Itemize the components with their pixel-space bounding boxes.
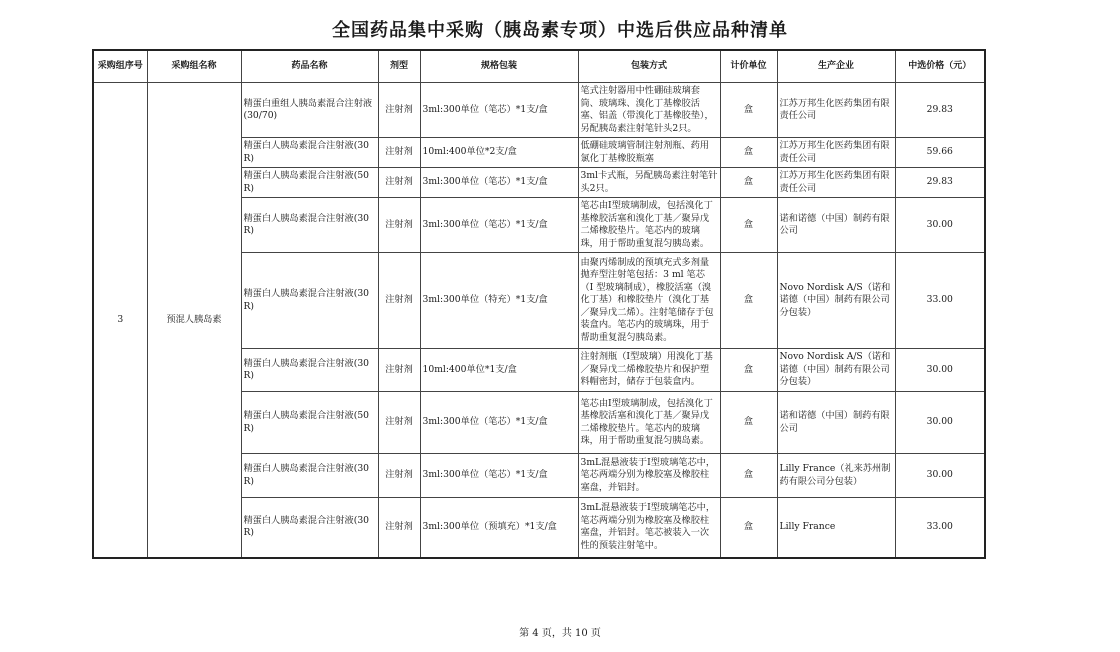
drug-name-cell: 精蛋白人胰岛素混合注射液(30R) bbox=[241, 454, 378, 498]
header-packaging: 包装方式 bbox=[578, 50, 720, 83]
unit-cell: 盒 bbox=[720, 253, 777, 349]
packaging-cell: 由聚丙烯制成的预填充式多剂量抛弃型注射笔包括：3 ml 笔芯（I 型玻璃制成），橡胶活塞（溴化丁基）和橡胶垫片（溴化丁基／聚异戊二烯）。注射笔储存于包装盒内。笔芯内的玻璃珠，用于帮助重复混匀胰岛素。 bbox=[578, 253, 720, 349]
spec-cell: 3ml:300单位（笔芯）*1支/盒 bbox=[420, 392, 578, 454]
price-cell: 29.83 bbox=[895, 168, 985, 198]
unit-cell: 盒 bbox=[720, 138, 777, 168]
packaging-cell: 笔芯由I型玻璃制成，包括溴化丁基橡胶活塞和溴化丁基／聚异戊二烯橡胶垫片。笔芯内的玻璃珠，用于帮助重复混匀胰岛素。 bbox=[578, 392, 720, 454]
price-cell: 30.00 bbox=[895, 454, 985, 498]
unit-cell: 盒 bbox=[720, 83, 777, 138]
packaging-cell: 注射剂瓶（I型玻璃）用溴化丁基／聚异戊二烯橡胶垫片和保护塑料帽密封，储存于包装盒内。 bbox=[578, 349, 720, 392]
drug-name-cell: 精蛋白人胰岛素混合注射液(30R) bbox=[241, 138, 378, 168]
dosage-form-cell: 注射剂 bbox=[378, 392, 420, 454]
unit-cell: 盒 bbox=[720, 198, 777, 253]
spec-cell: 10ml:400单位*2支/盒 bbox=[420, 138, 578, 168]
spec-cell: 3ml:300单位（特充）*1支/盒 bbox=[420, 253, 578, 349]
packaging-cell: 3mL混悬液装于I型玻璃笔芯中，笔芯两端分别为橡胶塞及橡胶柱塞盘，并铝封。 bbox=[578, 454, 720, 498]
table-row bbox=[93, 83, 985, 138]
dosage-form-cell: 注射剂 bbox=[378, 349, 420, 392]
packaging-cell: 3ml卡式瓶，另配胰岛素注射笔针头2只。 bbox=[578, 168, 720, 198]
header-dosage-form: 剂型 bbox=[378, 50, 420, 83]
group-name-cell: 预混人胰岛素 bbox=[147, 83, 241, 558]
header-group-number: 采购组序号 bbox=[93, 50, 147, 83]
dosage-form-cell: 注射剂 bbox=[378, 168, 420, 198]
manufacturer-cell: 江苏万邦生化医药集团有限责任公司 bbox=[777, 83, 895, 138]
manufacturer-cell: 江苏万邦生化医药集团有限责任公司 bbox=[777, 138, 895, 168]
dosage-form-cell: 注射剂 bbox=[378, 454, 420, 498]
dosage-form-cell: 注射剂 bbox=[378, 498, 420, 558]
drug-name-cell: 精蛋白人胰岛素混合注射液(50R) bbox=[241, 168, 378, 198]
spec-cell: 3ml:300单位（笔芯）*1支/盒 bbox=[420, 83, 578, 138]
supply-table bbox=[92, 49, 986, 559]
price-cell: 30.00 bbox=[895, 198, 985, 253]
price-cell: 33.00 bbox=[895, 498, 985, 558]
packaging-cell: 笔芯由I型玻璃制成，包括溴化丁基橡胶活塞和溴化丁基／聚异戊二烯橡胶垫片。笔芯内的玻璃珠，用于帮助重复混匀胰岛素。 bbox=[578, 198, 720, 253]
page-title: 全国药品集中采购（胰岛素专项）中选后供应品种清单 bbox=[332, 20, 788, 41]
spec-cell: 3ml:300单位（笔芯）*1支/盒 bbox=[420, 198, 578, 253]
header-group-name: 采购组名称 bbox=[147, 50, 241, 83]
unit-cell: 盒 bbox=[720, 349, 777, 392]
manufacturer-cell: Novo Nordisk A/S（诺和诺德（中国）制药有限公司分包装） bbox=[777, 349, 895, 392]
header-manufacturer: 生产企业 bbox=[777, 50, 895, 83]
dosage-form-cell: 注射剂 bbox=[378, 198, 420, 253]
unit-cell: 盒 bbox=[720, 392, 777, 454]
drug-name-cell: 精蛋白人胰岛素混合注射液(30R) bbox=[241, 498, 378, 558]
drug-name-cell: 精蛋白人胰岛素混合注射液(30R) bbox=[241, 198, 378, 253]
unit-cell: 盒 bbox=[720, 498, 777, 558]
spec-cell: 3ml:300单位（笔芯）*1支/盒 bbox=[420, 168, 578, 198]
price-cell: 30.00 bbox=[895, 392, 985, 454]
dosage-form-cell: 注射剂 bbox=[378, 253, 420, 349]
unit-cell: 盒 bbox=[720, 454, 777, 498]
dosage-form-cell: 注射剂 bbox=[378, 138, 420, 168]
price-cell: 30.00 bbox=[895, 349, 985, 392]
spec-cell: 10ml:400单位*1支/盒 bbox=[420, 349, 578, 392]
table-header-row bbox=[93, 50, 985, 83]
manufacturer-cell: Lilly France bbox=[777, 498, 895, 558]
drug-name-cell: 精蛋白人胰岛素混合注射液(30R) bbox=[241, 349, 378, 392]
drug-name-cell: 精蛋白重组人胰岛素混合注射液(30/70) bbox=[241, 83, 378, 138]
page-number-footer: 第 4 页，共 10 页 bbox=[519, 628, 601, 639]
header-spec: 规格包装 bbox=[420, 50, 578, 83]
packaging-cell: 3mL混悬液装于I型玻璃笔芯中，笔芯两端分别为橡胶塞及橡胶柱塞盘，并铝封。笔芯被装入一次性的预装注射笔中。 bbox=[578, 498, 720, 558]
drug-name-cell: 精蛋白人胰岛素混合注射液(50R) bbox=[241, 392, 378, 454]
manufacturer-cell: 江苏万邦生化医药集团有限责任公司 bbox=[777, 168, 895, 198]
manufacturer-cell: Lilly France（礼来苏州制药有限公司分包装） bbox=[777, 454, 895, 498]
manufacturer-cell: Novo Nordisk A/S（诺和诺德（中国）制药有限公司分包装） bbox=[777, 253, 895, 349]
spec-cell: 3ml:300单位（笔芯）*1支/盒 bbox=[420, 454, 578, 498]
unit-cell: 盒 bbox=[720, 168, 777, 198]
dosage-form-cell: 注射剂 bbox=[378, 83, 420, 138]
spec-cell: 3ml:300单位（预填充）*1支/盒 bbox=[420, 498, 578, 558]
header-price: 中选价格（元） bbox=[895, 50, 985, 83]
manufacturer-cell: 诺和诺德（中国）制药有限公司 bbox=[777, 392, 895, 454]
drug-name-cell: 精蛋白人胰岛素混合注射液(30R) bbox=[241, 253, 378, 349]
packaging-cell: 低硼硅玻璃管制注射剂瓶、药用氯化丁基橡胶瓶塞 bbox=[578, 138, 720, 168]
header-unit: 计价单位 bbox=[720, 50, 777, 83]
price-cell: 59.66 bbox=[895, 138, 985, 168]
packaging-cell: 笔式注射器用中性硼硅玻璃套筒、玻璃珠、溴化丁基橡胶活塞、铝盖（带溴化丁基橡胶垫），另配胰岛素注射笔针头2只。 bbox=[578, 83, 720, 138]
header-drug-name: 药品名称 bbox=[241, 50, 378, 83]
price-cell: 29.83 bbox=[895, 83, 985, 138]
group-number-cell: 3 bbox=[93, 83, 147, 558]
price-cell: 33.00 bbox=[895, 253, 985, 349]
manufacturer-cell: 诺和诺德（中国）制药有限公司 bbox=[777, 198, 895, 253]
